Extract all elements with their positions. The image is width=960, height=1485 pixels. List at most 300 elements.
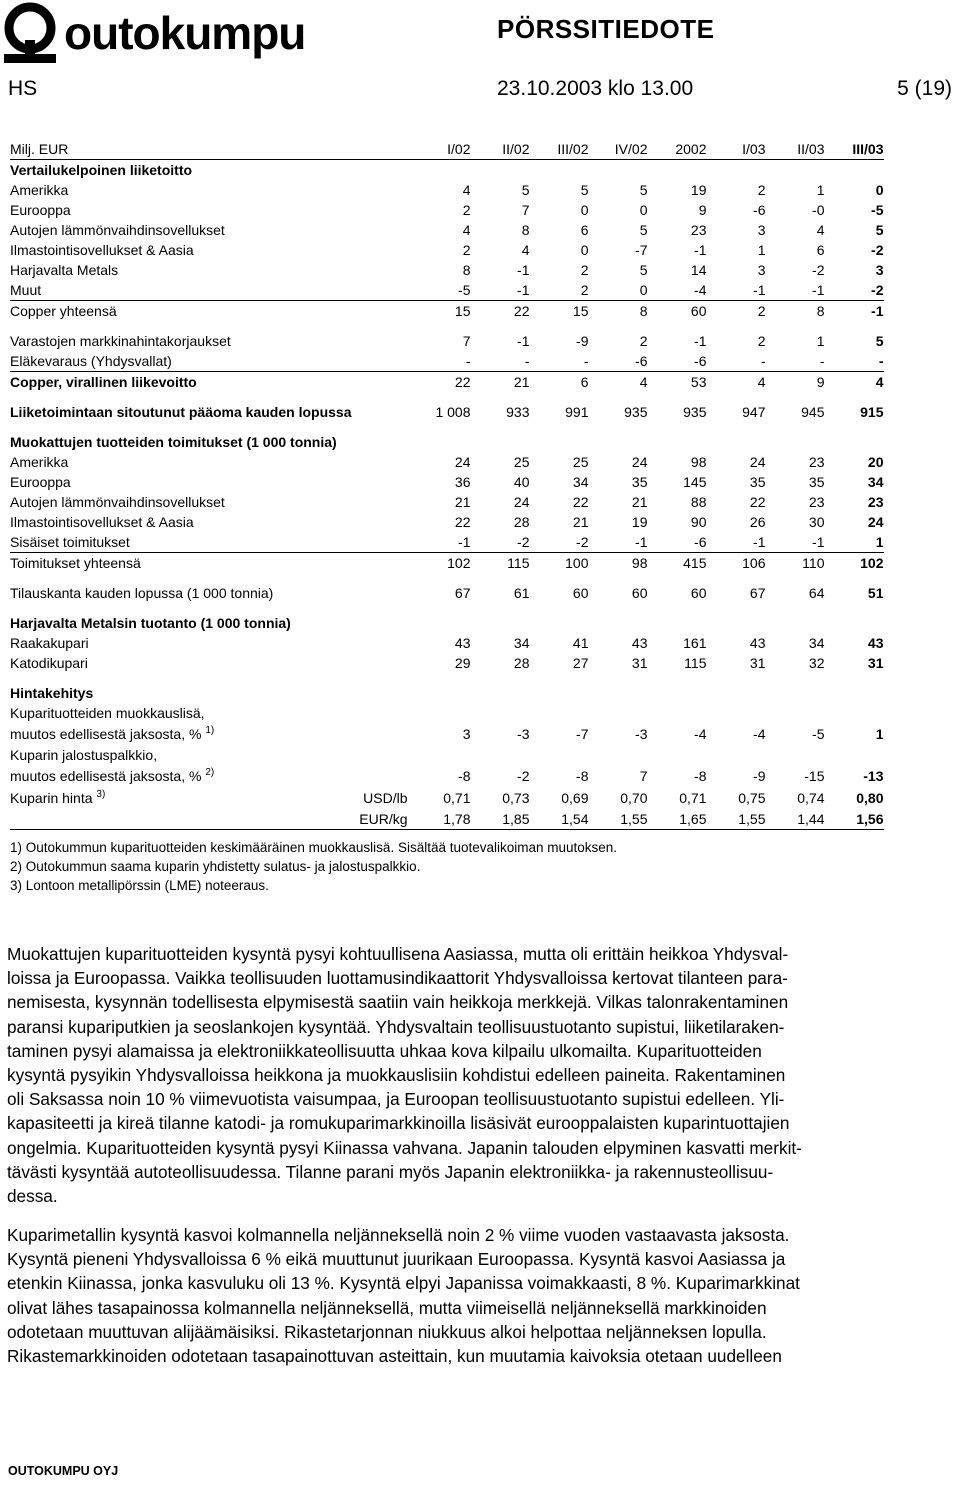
table-cell: 6 [816,242,825,258]
table-cell [766,160,825,181]
table-row [10,160,884,181]
table-row [10,703,884,723]
table-cell: 32 [808,655,825,671]
row-label [10,787,352,809]
table-cell: 20 [867,454,884,470]
table-cell: 1 008 [435,404,471,420]
table-cell: 5 [639,182,648,198]
column-header: II/02 [471,139,530,160]
row-spacer-cell [10,321,884,331]
table-row [10,809,884,830]
table-cell [471,613,530,633]
table-cell: - [760,353,766,369]
table-cell: -1 [812,282,825,298]
row-label-text: Varastojen markkinahintakorjaukset [10,333,231,349]
table-cell: 40 [513,474,530,490]
row-unit [352,331,412,351]
table-row [10,432,884,452]
row-label-text: Autojen lämmönvaihdinsovellukset [10,494,225,510]
table-cell: 35 [749,474,766,490]
table-cell: 23 [808,454,825,470]
table-cell: 67 [454,585,471,601]
table-cell: 4 [825,372,884,393]
table-cell: 9 [766,372,825,393]
table-cell: 991 [565,404,589,420]
table-row [10,683,884,703]
table-row [10,765,884,787]
table-cell: 1,78 [412,809,471,830]
table-cell [825,613,884,633]
table-cell: 43 [867,635,884,651]
location-code: HS [8,77,38,100]
table-cell: 2 [580,282,589,298]
row-unit [352,280,412,301]
row-unit [352,512,412,532]
table-cell: 6 [580,222,589,238]
row-label [10,200,352,220]
row-unit [352,402,412,422]
table-cell: 1,44 [766,809,825,830]
table-cell: 0,80 [856,790,884,806]
table-cell: -1 [753,282,766,298]
table-cell: -13 [863,768,884,784]
row-label-text: Harjavalta Metals [10,262,119,278]
table-cell: 98 [690,454,707,470]
table-cell: 1 [816,182,825,198]
row-label [10,402,352,422]
table-cell: 31 [867,655,884,671]
row-spacer [10,673,884,683]
row-label-text: Ilmastointisovellukset & Aasia [10,514,194,530]
table-cell: -1 [517,262,530,278]
row-label [10,220,352,240]
row-spacer-cell [10,573,884,583]
table-cell [412,703,471,723]
table-cell: 1 [875,726,884,742]
paragraph-line: dessa. [7,1186,58,1207]
table-cell: 2 [707,301,766,322]
footnote-marker: 3) [96,789,106,800]
table-cell: 3 [757,222,766,238]
table-cell [766,703,825,723]
table-cell: 2 [462,242,471,258]
table-cell: 60 [648,301,707,322]
row-label-text: Raakakupari [10,635,89,651]
column-header: III/02 [530,139,589,160]
row-label-text: Tilauskanta kauden lopussa (1 000 tonnia) [10,585,274,601]
footnote-marker: 1) [205,725,215,736]
row-label [10,372,352,393]
table-cell: 23 [867,494,884,510]
table-cell: 945 [801,404,825,420]
table-cell [530,703,589,723]
table-cell: 115 [471,553,530,574]
table-cell [589,703,648,723]
column-header: I/02 [412,139,471,160]
table-cell: -15 [804,768,825,784]
table-cell: 35 [631,474,648,490]
paragraph-line: odotetaan muuttuvan alijäämäisiksi. Rikastetarjonnan niukkuus alkoi helpottaa neljänneksen lopulla. [7,1321,767,1342]
row-label [10,723,352,745]
table-row [10,200,884,220]
row-unit [352,200,412,220]
table-cell: -0 [812,202,825,218]
row-label-text: Amerikka [10,182,69,198]
page-number: 5 (19) [897,77,952,100]
row-unit [352,220,412,240]
table-row [10,512,884,532]
row-label [10,583,352,603]
table-cell [471,160,530,181]
table-cell: 35 [808,474,825,490]
row-label-text: Muokattujen tuotteiden toimitukset (1 000 tonnia) [10,434,337,450]
table-cell: 98 [589,553,648,574]
table-cell: 0,75 [738,790,766,806]
table-cell: 61 [513,585,530,601]
footnote-1: 1) Outokummun kuparituotteiden keskimääräinen muokkauslisä. Sisältää tuotevalikoiman muutoksen. [10,840,618,855]
table-cell [766,745,825,765]
row-unit [352,553,412,574]
table-cell: 1,55 [707,809,766,830]
table-cell: 0,71 [679,790,707,806]
table-cell: 935 [683,404,707,420]
row-unit: USD/lb [363,790,408,806]
table-cell: 34 [513,635,530,651]
table-cell: 2 [757,333,766,349]
table-cell: 7 [462,333,471,349]
footer-company-name: OUTOKUMPU OYJ [8,1464,119,1478]
table-cell [589,745,648,765]
company-logo [2,2,317,66]
table-cell [766,683,825,703]
table-row [10,553,884,574]
row-label [10,532,352,553]
table-cell: 24 [454,454,471,470]
row-label [10,180,352,200]
table-row [10,583,884,603]
table-cell [648,432,707,452]
table-cell: 115 [684,655,707,671]
row-spacer-cell [10,603,884,613]
row-spacer-cell [10,673,884,683]
table-cell: 1,56 [825,809,884,830]
table-cell [589,432,648,452]
row-label [10,260,352,280]
row-unit [352,260,412,280]
table-cell: 24 [749,454,766,470]
table-cell: 6 [530,372,589,393]
row-label-text: Liiketoimintaan sitoutunut pääoma kauden lopussa [10,404,352,420]
table-row [10,240,884,260]
table-cell: 34 [572,474,589,490]
table-cell: 60 [631,585,648,601]
table-cell: 21 [572,514,589,530]
table-cell: -8 [458,768,471,784]
table-cell: 25 [572,454,589,470]
table-cell: 23 [690,222,707,238]
column-header: I/03 [707,139,766,160]
row-label-text: Katodikupari [10,655,88,671]
table-row [10,260,884,280]
table-row [10,653,884,673]
table-cell: -6 [694,534,707,550]
table-cell: 2 [757,182,766,198]
table-cell: 5 [639,262,648,278]
table-cell: 53 [648,372,707,393]
row-unit [352,432,412,452]
table-cell [707,613,766,633]
table-cell: 7 [521,202,530,218]
table-row [10,532,884,553]
row-unit [352,613,412,633]
row-label-text: Autojen lämmönvaihdinsovellukset [10,222,225,238]
table-cell [707,683,766,703]
row-unit [352,372,412,393]
table-cell: - [819,353,825,369]
row-label [10,492,352,512]
column-header: III/03 [825,139,884,160]
table-cell: -3 [635,726,648,742]
row-label [10,160,352,181]
row-unit [352,452,412,472]
logo-emblem-icon [2,2,62,66]
table-row [10,723,884,745]
table-cell [412,432,471,452]
row-label-text: Amerikka [10,454,69,470]
paragraph-line: taminen pysyi alamaissa ja elektroniikkateollisuutta uhkaa kova kilpailu ulkomailta. Kuparituotteiden [7,1040,762,1061]
row-label [10,351,352,372]
table-cell: 5 [521,182,530,198]
table-cell: 1,85 [471,809,530,830]
row-label [10,452,352,472]
table-cell: 23 [808,494,825,510]
release-datetime: 23.10.2003 klo 13.00 [497,77,694,100]
table-cell: 0 [580,242,589,258]
table-cell: 21 [631,494,648,510]
table-cell: 8 [766,301,825,322]
row-spacer [10,603,884,613]
row-label-text: Toimitukset yhteensä [10,555,141,571]
table-cell: 27 [572,655,589,671]
row-unit [352,745,412,765]
table-cell: -4 [694,282,707,298]
table-cell: 933 [506,404,530,420]
row-label [10,703,352,723]
table-cell: 106 [707,553,766,574]
table-cell: 161 [683,635,707,651]
paragraph-line: etenkin Kiinassa, jonka kasvuluku oli 13 %. Kysyntä elpyi Japanissa voimakkaasti, 8 %. Kuparimarkkinat [7,1273,800,1294]
column-header: IV/02 [589,139,648,160]
footnotes [10,838,617,895]
table-cell: 2 [639,333,648,349]
table-cell: 25 [513,454,530,470]
table-cell: -1 [517,333,530,349]
table-cell: 15 [530,301,589,322]
row-unit [352,492,412,512]
row-label [10,683,352,703]
paragraph-line: nemisesta, kysynnän todellisesta elpymisestä saatiin vain heikkoja merkkejä. Vilkas talonrakentaminen [7,992,789,1013]
financial-table [10,139,884,830]
table-cell: 21 [454,494,471,510]
row-spacer-cell [10,392,884,402]
row-label [10,633,352,653]
table-cell [648,745,707,765]
paragraph-line: tävästi kysyntää autoteollisuudessa. Tilanne parani myös Japanin elektroniikka- ja rakennusteollisuu- [7,1161,774,1182]
logo-text: outokumpu [64,7,306,59]
table-cell: 7 [639,768,648,784]
row-unit [352,160,412,181]
table-cell [648,160,707,181]
table-cell: 34 [808,635,825,651]
table-cell: 29 [454,655,471,671]
paragraph-copper-metal-demand [7,1223,952,1368]
table-cell: - [583,353,589,369]
table-cell [825,160,884,181]
table-cell: 8 [521,222,530,238]
table-cell [707,160,766,181]
row-unit [352,765,412,787]
table-cell: 22 [471,301,530,322]
table-cell: 0 [580,202,589,218]
row-label [10,653,352,673]
table-cell: 415 [648,553,707,574]
table-cell: -7 [635,242,648,258]
table-cell [412,613,471,633]
table-cell [471,703,530,723]
paragraph-line: Muokattujen kuparituotteiden kysyntä pysyi kohtuullisena Aasiassa, mutta oli erittäin heikkoa Yhdysval- [7,944,789,964]
row-label [10,240,352,260]
table-cell: -1 [694,242,707,258]
paragraph-line: oli Saksassa noin 10 % viimevuotista vaisumpaa, ja Euroopan teollisuustuotanto supistui edelleen. Yli- [7,1089,785,1110]
table-row [10,492,884,512]
table-cell: 1,55 [589,809,648,830]
paragraph-line: Kuparimetallin kysyntä kasvoi kolmannella neljänneksellä noin 2 % viime vuoden vastaavasta jaksosta. [7,1225,790,1245]
table-cell: -1 [825,301,884,322]
row-spacer [10,573,884,583]
table-cell [707,745,766,765]
table-cell: 9 [698,202,707,218]
table-cell [825,703,884,723]
row-unit [352,180,412,200]
row-label [10,765,352,787]
table-cell: -3 [517,726,530,742]
table-cell: 22 [572,494,589,510]
table-cell [471,432,530,452]
table-cell [589,683,648,703]
document-title: PÖRSSITIEDOTE [497,14,715,44]
paragraph-copper-products-demand [7,942,952,1208]
row-label-text: Vertailukelpoinen liiketoitto [10,162,193,178]
row-label-text: muutos edellisestä jaksosta, % [10,726,202,742]
table-cell: 4 [462,182,471,198]
row-label [10,745,352,765]
row-label-text: Eläkevaraus (Yhdysvallat) [10,353,172,369]
row-unit [352,633,412,653]
table-cell: 90 [690,514,707,530]
row-label [10,472,352,492]
table-cell: 43 [454,635,471,651]
paragraph-line: ongelmia. Kuparituotteiden kysyntä pysyi Kiinassa vahvana. Japanin talouden elpyminen kasvatti merkit- [7,1137,802,1158]
row-label-text: Ilmastointisovellukset & Aasia [10,242,194,258]
table-cell [471,683,530,703]
table-cell [471,745,530,765]
column-header: II/03 [766,139,825,160]
table-cell: 915 [860,404,884,420]
table-cell: 5 [875,222,884,238]
table-cell: 31 [749,655,766,671]
table-cell: -2 [871,282,884,298]
row-unit [352,240,412,260]
table-cell: 4 [816,222,825,238]
table-header-row [10,139,884,160]
table-cell: 110 [766,553,825,574]
paragraph-line: paransi kupariputkien ja seoslankojen kysyntää. Yhdysvaltain teollisuustuotanto supistui, liiketilaraken- [7,1016,785,1037]
column-header-spacer [352,139,412,160]
table-row [10,633,884,653]
row-spacer [10,422,884,432]
table-cell: 1,54 [530,809,589,830]
table-cell: 36 [454,474,471,490]
table-cell: -2 [517,768,530,784]
table-cell: 5 [580,182,589,198]
table-cell: 60 [690,585,707,601]
footnote-2: 2) Outokummun saama kuparin yhdistetty sulatus- ja jalostuspalkkio. [10,859,421,874]
table-cell [825,683,884,703]
row-label-text: Muut [10,282,42,298]
table-cell [530,432,589,452]
table-cell: -2 [576,534,589,550]
table-cell: -2 [517,534,530,550]
table-cell: -7 [576,726,589,742]
table-cell: -9 [753,768,766,784]
table-cell: 2 [580,262,589,278]
table-cell: - [465,353,471,369]
table-row [10,351,884,372]
table-cell: 0,73 [502,790,530,806]
table-cell: 28 [513,655,530,671]
table-cell: -4 [753,726,766,742]
table-cell: - [878,353,884,369]
table-row [10,745,884,765]
row-label [10,512,352,532]
table-cell [530,745,589,765]
row-label-text: Kuparin jalostuspalkkio, [10,747,158,763]
row-label-text: Sisäiset toimitukset [10,534,130,550]
table-cell: 67 [749,585,766,601]
table-row [10,472,884,492]
table-row [10,331,884,351]
table-cell: 24 [867,514,884,530]
row-unit [352,301,412,322]
row-unit: EUR/kg [352,809,412,830]
table-cell: - [524,353,530,369]
table-cell [707,703,766,723]
table-cell [825,745,884,765]
table-cell: -1 [753,534,766,550]
table-cell [766,613,825,633]
table-cell: 1 [816,333,825,349]
row-label-text: Kuparin hinta [10,790,93,806]
row-unit [352,351,412,372]
table-cell: -1 [694,333,707,349]
table-row [10,452,884,472]
table-cell: 26 [749,514,766,530]
table-cell: -1 [458,534,471,550]
table-row [10,372,884,393]
table-row [10,402,884,422]
table-cell: -2 [871,242,884,258]
table-cell: 4 [462,222,471,238]
